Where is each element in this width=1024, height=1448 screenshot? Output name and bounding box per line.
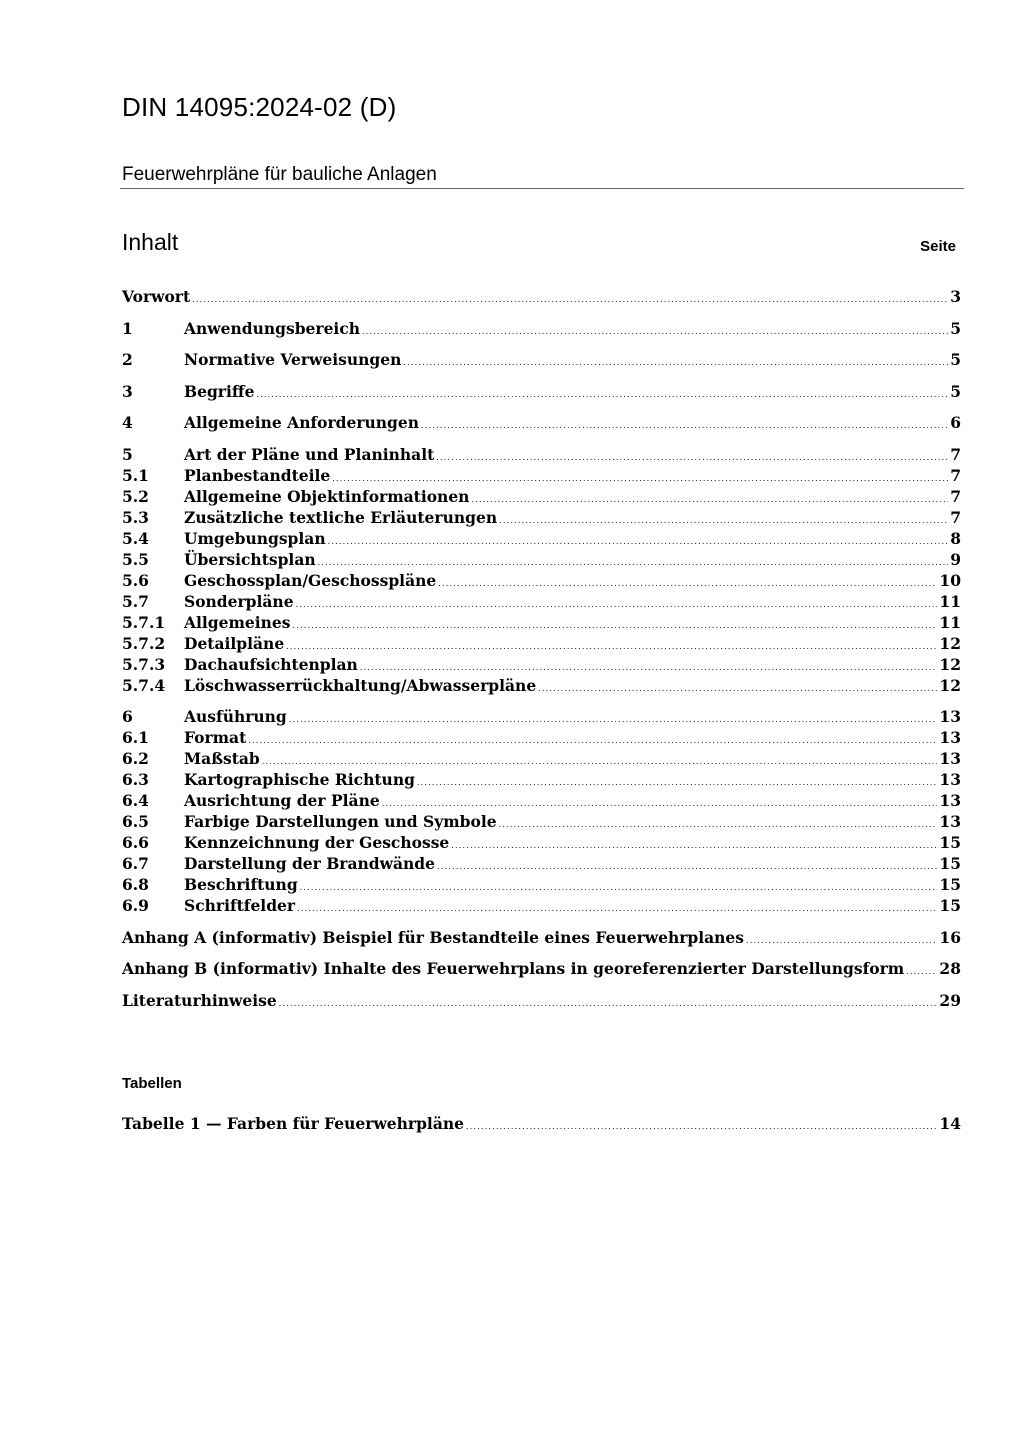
toc-entry-number: 5.6 — [122, 570, 149, 590]
toc-entry-title: Kennzeichnung der Geschosse — [184, 833, 450, 852]
toc-entry[interactable] — [122, 875, 961, 896]
toc-entry[interactable] — [122, 634, 961, 655]
toc-entry-number: 5.7.1 — [122, 612, 166, 632]
toc-entry-title: Übersichtsplan — [184, 549, 316, 569]
toc-entry-title: Maßstab — [184, 749, 260, 768]
toc-leader-dots — [538, 676, 937, 697]
toc-entry[interactable] — [122, 413, 961, 434]
toc-entry[interactable] — [122, 1114, 961, 1135]
toc-leader-dots — [332, 466, 948, 487]
toc-leader-dots — [382, 791, 938, 812]
toc-entry-title: Anhang B (informativ) Inhalte des Feuerwehrplans in georeferenzierter Darstellungsform — [122, 959, 905, 978]
toc-entry-page: 11 — [939, 591, 961, 611]
toc-entry-number: 2 — [122, 350, 133, 369]
toc-entry-number: 5.7.2 — [122, 633, 166, 653]
toc-entry-title: Darstellung der Brandwände — [184, 854, 435, 873]
toc-entry-page: 13 — [939, 770, 961, 789]
toc-leader-dots — [360, 655, 938, 676]
toc-entry[interactable] — [122, 791, 961, 812]
toc-entry-page: 13 — [939, 791, 961, 810]
toc-leader-dots — [289, 707, 938, 728]
toc-entry-page: 16 — [939, 927, 961, 947]
toc-entry-page: 13 — [939, 749, 961, 768]
toc-leader-dots — [297, 896, 937, 917]
toc-entry-number: 1 — [122, 318, 133, 338]
toc-entry-page: 5 — [950, 318, 961, 338]
toc-entry-title: Detailpläne — [184, 633, 285, 653]
toc-leader-dots — [437, 854, 937, 875]
toc-leader-dots — [300, 875, 938, 896]
toc-entry[interactable] — [122, 382, 961, 403]
toc-entry-number: 6.9 — [122, 896, 149, 915]
toc-entry-number: 5 — [122, 444, 133, 464]
toc-entry-page: 12 — [939, 633, 961, 653]
toc-entry-page: 7 — [950, 444, 961, 464]
toc-entry-number: 6.7 — [122, 854, 149, 873]
toc-entry[interactable] — [122, 655, 961, 676]
toc-entry-title: Art der Pläne und Planinhalt — [184, 444, 435, 464]
toc-entry[interactable] — [122, 896, 961, 917]
toc-leader-dots — [436, 445, 948, 466]
document-number: DIN 14095:2024-02 (D) — [122, 92, 397, 122]
toc-entry-number: 6.5 — [122, 812, 149, 831]
toc-entry[interactable] — [122, 508, 961, 529]
toc-leader-dots — [403, 350, 948, 371]
toc-entry-page: 15 — [939, 875, 961, 894]
toc-leader-dots — [471, 487, 948, 508]
toc-entry-page: 7 — [950, 507, 961, 527]
toc-entry[interactable] — [122, 529, 961, 550]
toc-entry-page: 15 — [939, 896, 961, 915]
toc-entry-title: Tabelle 1 — Farben für Feuerwehrpläne — [122, 1114, 464, 1133]
toc-entry[interactable] — [122, 319, 961, 340]
toc-entry-title: Dachaufsichtenplan — [184, 654, 358, 674]
toc-entry[interactable] — [122, 991, 961, 1012]
toc-leader-dots — [499, 812, 938, 833]
toc-entry-title: Schriftfelder — [184, 896, 296, 915]
toc-entry-title: Sonderpläne — [184, 591, 294, 611]
document-subtitle: Feuerwehrpläne für bauliche Anlagen — [122, 164, 437, 185]
toc-entry-title: Literaturhinweise — [122, 990, 277, 1010]
toc-entry[interactable] — [122, 770, 961, 791]
tables-heading: Tabellen — [122, 1075, 182, 1092]
toc-entry-page: 7 — [950, 465, 961, 485]
toc-entry-number: 3 — [122, 381, 133, 401]
toc-entry-page: 15 — [939, 854, 961, 873]
toc-entry-title: Allgemeine Anforderungen — [184, 413, 420, 432]
toc-entry-number: 5.7.3 — [122, 654, 166, 674]
toc-entry-page: 12 — [939, 654, 961, 674]
toc-entry[interactable] — [122, 833, 961, 854]
toc-entry-title: Ausrichtung der Pläne — [184, 791, 380, 810]
toc-entry-title: Anwendungsbereich — [184, 318, 361, 338]
page-column-label: Seite — [920, 238, 956, 255]
toc-entry-page: 15 — [939, 833, 961, 852]
toc-entry-page: 9 — [950, 549, 961, 569]
toc-entry[interactable] — [122, 287, 961, 308]
toc-entry-number: 5.2 — [122, 486, 149, 506]
toc-entry-title: Ausführung — [184, 707, 287, 726]
toc-leader-dots — [328, 529, 949, 550]
toc-entry-page: 12 — [939, 675, 961, 695]
toc-entry-title: Planbestandteile — [184, 465, 331, 485]
toc-entry[interactable] — [122, 350, 961, 371]
table-of-contents — [122, 287, 961, 1012]
toc-entry-page: 13 — [939, 728, 961, 747]
toc-entry-number: 5.5 — [122, 549, 149, 569]
toc-entry-number: 6.2 — [122, 749, 149, 768]
toc-heading: Inhalt — [122, 229, 179, 255]
toc-leader-dots — [421, 413, 948, 434]
title-divider — [120, 188, 964, 189]
toc-entry-page: 13 — [939, 812, 961, 831]
toc-entry[interactable] — [122, 676, 961, 697]
toc-entry-title: Farbige Darstellungen und Symbole — [184, 812, 497, 831]
toc-entry-page: 3 — [950, 287, 961, 306]
toc-leader-dots — [262, 749, 938, 770]
toc-entry[interactable] — [122, 550, 961, 571]
toc-leader-dots — [248, 728, 937, 749]
toc-entry[interactable] — [122, 959, 961, 980]
toc-entry[interactable] — [122, 854, 961, 875]
toc-entry-title: Beschriftung — [184, 875, 298, 894]
toc-entry-page: 28 — [939, 959, 961, 978]
toc-entry-title: Zusätzliche textliche Erläuterungen — [184, 507, 498, 527]
toc-entry-page: 11 — [939, 612, 961, 632]
toc-entry-title: Umgebungsplan — [184, 528, 326, 548]
toc-entry[interactable] — [122, 571, 961, 592]
toc-entry-number: 5.4 — [122, 528, 149, 548]
toc-leader-dots — [438, 571, 937, 592]
toc-entry-number: 4 — [122, 413, 133, 432]
toc-entry-number: 5.1 — [122, 465, 149, 485]
toc-leader-dots — [293, 613, 938, 634]
toc-entry-number: 6.8 — [122, 875, 149, 894]
toc-leader-dots — [286, 634, 937, 655]
toc-entry[interactable] — [122, 487, 961, 508]
toc-entry-page: 5 — [950, 381, 961, 401]
toc-entry[interactable] — [122, 749, 961, 770]
toc-leader-dots — [279, 991, 938, 1012]
toc-entry-title: Begriffe — [184, 381, 255, 401]
toc-entry-number: 5.3 — [122, 507, 149, 527]
toc-leader-dots — [451, 833, 937, 854]
toc-leader-dots — [466, 1114, 937, 1135]
toc-entry-page: 13 — [939, 707, 961, 726]
toc-entry-number: 6.6 — [122, 833, 149, 852]
toc-entry[interactable] — [122, 928, 961, 949]
toc-entry[interactable] — [122, 707, 961, 728]
toc-entry-number: 6.3 — [122, 770, 149, 789]
list-of-tables — [122, 1114, 961, 1135]
toc-leader-dots — [906, 959, 937, 980]
toc-entry-page: 14 — [939, 1114, 961, 1133]
toc-leader-dots — [417, 770, 937, 791]
toc-entry-title: Normative Verweisungen — [184, 350, 402, 369]
toc-entry-title: Löschwasserrückhaltung/Abwasserpläne — [184, 675, 537, 695]
toc-entry-page: 6 — [950, 413, 961, 432]
toc-entry-number: 5.7 — [122, 591, 149, 611]
toc-entry-number: 6 — [122, 707, 133, 726]
toc-entry-title: Geschossplan/Geschosspläne — [184, 570, 437, 590]
toc-entry-number: 6.1 — [122, 728, 149, 747]
toc-entry[interactable] — [122, 613, 961, 634]
toc-entry-page: 8 — [950, 528, 961, 548]
toc-entry-page: 5 — [950, 350, 961, 369]
toc-entry-title: Anhang A (informativ) Beispiel für Bestandteile eines Feuerwehrplanes — [122, 927, 745, 947]
toc-leader-dots — [499, 508, 948, 529]
toc-entry-title: Allgemeine Objektinformationen — [184, 486, 470, 506]
toc-leader-dots — [192, 287, 948, 308]
toc-entry[interactable] — [122, 728, 961, 749]
toc-leader-dots — [296, 592, 938, 613]
toc-entry[interactable] — [122, 592, 961, 613]
toc-entry-title: Format — [184, 728, 247, 747]
toc-entry-page: 10 — [939, 570, 961, 590]
toc-leader-dots — [256, 382, 948, 403]
toc-entry[interactable] — [122, 445, 961, 466]
toc-entry-title: Kartographische Richtung — [184, 770, 415, 789]
toc-entry-title: Allgemeines — [184, 612, 291, 632]
toc-entry-number: 5.7.4 — [122, 675, 166, 695]
toc-entry-page: 7 — [950, 486, 961, 506]
toc-leader-dots — [318, 550, 949, 571]
toc-leader-dots — [746, 928, 937, 949]
toc-entry[interactable] — [122, 466, 961, 487]
toc-entry-number: 6.4 — [122, 791, 149, 810]
toc-entry-title: Vorwort — [122, 287, 191, 306]
toc-entry-page: 29 — [939, 990, 961, 1010]
toc-leader-dots — [362, 319, 948, 340]
toc-entry[interactable] — [122, 812, 961, 833]
